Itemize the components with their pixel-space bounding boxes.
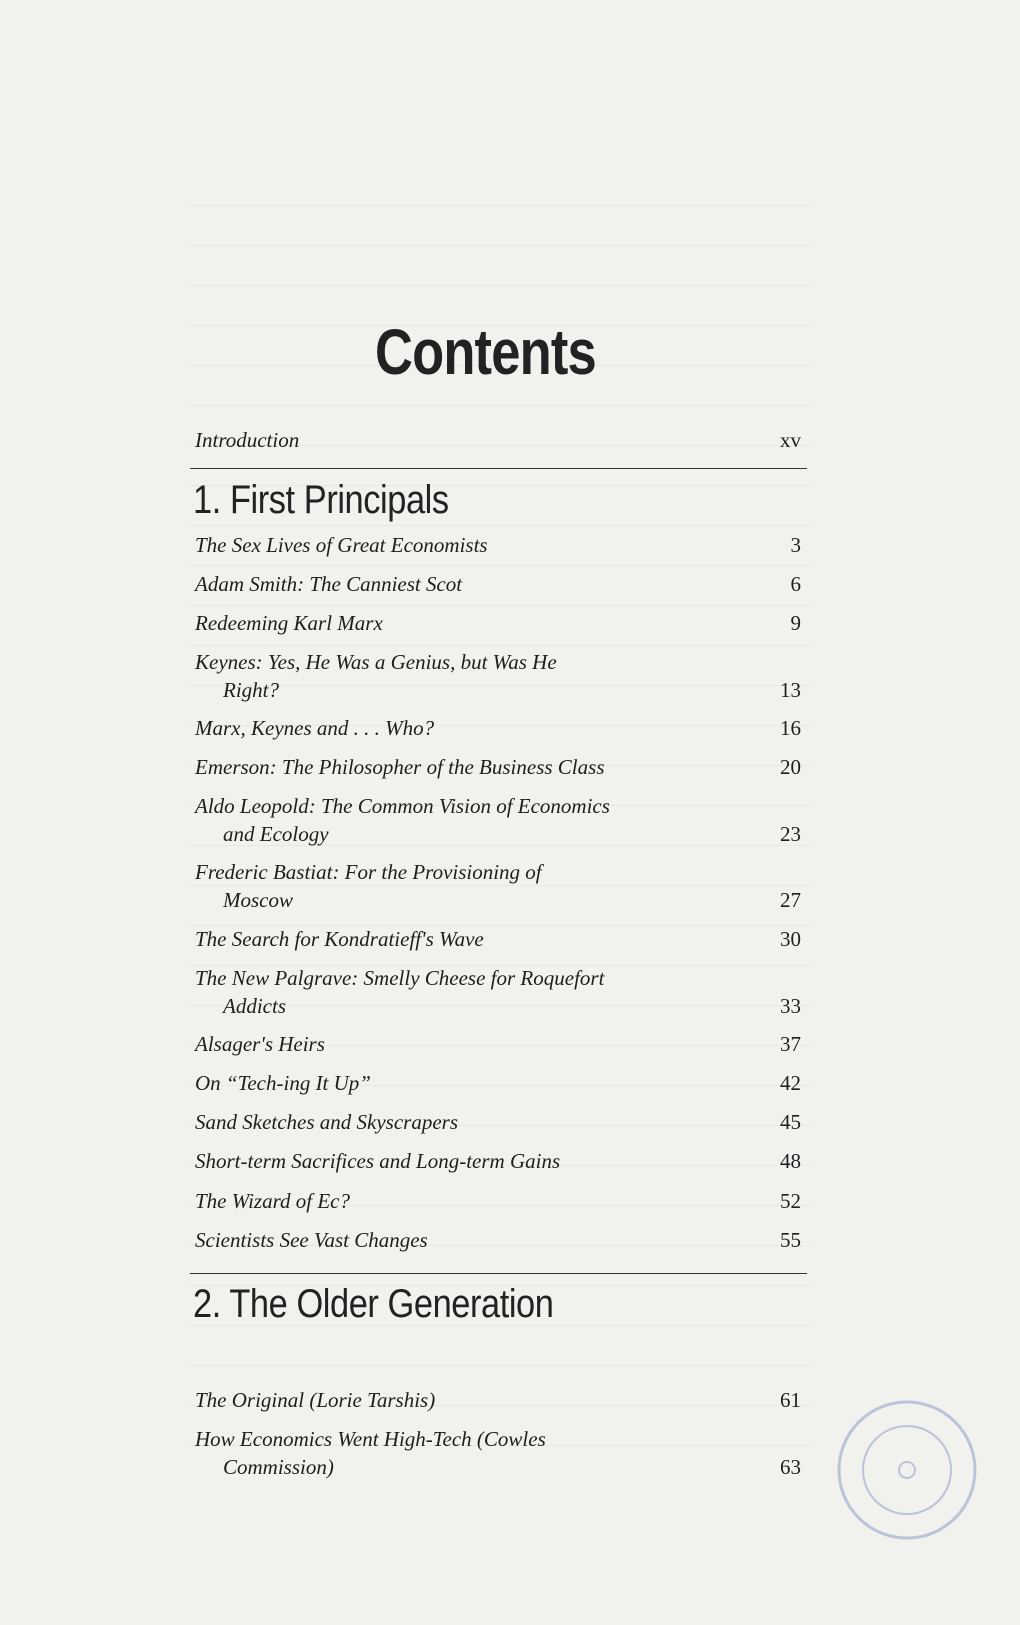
entry-page: 37 [780,1032,801,1056]
toc-entry [195,1108,805,1136]
entry-page: 13 [780,678,801,702]
page-title: Contents [375,316,596,388]
entry-title: Marx, Keynes and . . . Who? [195,716,435,740]
entry-title: Frederic Bastiat: For the Provisioning of [195,860,542,884]
toc-entry [195,858,805,914]
toc-entry [195,1425,805,1481]
toc-entry [195,648,805,704]
entry-title: The Wizard of Ec? [195,1189,350,1213]
entry-title: Adam Smith: The Canniest Scot [195,572,463,596]
entry-title: Short-term Sacrifices and Long-term Gains [195,1149,561,1173]
entry-title: Sand Sketches and Skyscrapers [195,1110,459,1134]
entry-title: On “Tech-ing It Up” [195,1071,371,1095]
entry-title-cont: Addicts [223,994,286,1018]
toc-entry-introduction [195,428,805,453]
entry-title-cont: Commission) [223,1455,334,1479]
entry-page: 42 [780,1071,801,1095]
entry-page: 9 [790,611,801,635]
toc-entry [195,964,805,1020]
entry-title: Keynes: Yes, He Was a Genius, but Was He [195,650,557,674]
entry-page: 6 [790,572,801,596]
toc-entry [195,1147,805,1175]
entry-title: The Original (Lorie Tarshis) [195,1388,436,1412]
library-stamp [832,1395,982,1545]
section-heading-2: 2. The Older Generation [193,1282,554,1326]
toc-entry [195,1030,805,1058]
entry-page: 48 [780,1149,801,1173]
entry-page: 63 [780,1455,801,1479]
entry-title: The Sex Lives of Great Economists [195,533,488,557]
entry-page: 61 [780,1388,801,1412]
entry-page: 33 [780,994,801,1018]
entry-title: Alsager's Heirs [195,1032,325,1056]
entry-title: How Economics Went High-Tech (Cowles [195,1427,546,1451]
toc-entry [195,570,805,598]
entry-title: Emerson: The Philosopher of the Business Class [195,755,605,779]
entry-title-cont: and Ecology [223,822,329,846]
toc-entry [195,1069,805,1097]
entry-page: 27 [780,888,801,912]
entry-title: Introduction [195,428,300,452]
toc-entry [195,531,805,559]
toc-entry [195,925,805,953]
entry-title: Aldo Leopold: The Common Vision of Economics [195,794,610,818]
toc-entry [195,1386,805,1414]
entry-page: 45 [780,1110,801,1134]
section-divider [190,468,807,469]
toc-entry [195,714,805,742]
entry-page: 16 [780,716,801,740]
entry-page: 23 [780,822,801,846]
entry-page: 30 [780,927,801,951]
entry-title: Scientists See Vast Changes [195,1228,428,1252]
entry-page: xv [780,428,801,452]
section-heading-1: 1. First Principals [193,478,449,522]
entry-title: The Search for Kondratieff's Wave [195,927,484,951]
entry-title-cont: Moscow [223,888,293,912]
entry-page: 55 [780,1228,801,1252]
entry-title-cont: Right? [223,678,279,702]
toc-entry [195,792,805,848]
entry-page: 52 [780,1189,801,1213]
entry-page: 20 [780,755,801,779]
entry-title: Redeeming Karl Marx [195,611,383,635]
toc-entry [195,753,805,781]
section-divider [190,1273,807,1274]
entry-page: 3 [790,533,801,557]
entry-title: The New Palgrave: Smelly Cheese for Roquefort [195,966,605,990]
toc-entry [195,1226,805,1254]
toc-entry [195,1187,805,1215]
toc-entry [195,609,805,637]
